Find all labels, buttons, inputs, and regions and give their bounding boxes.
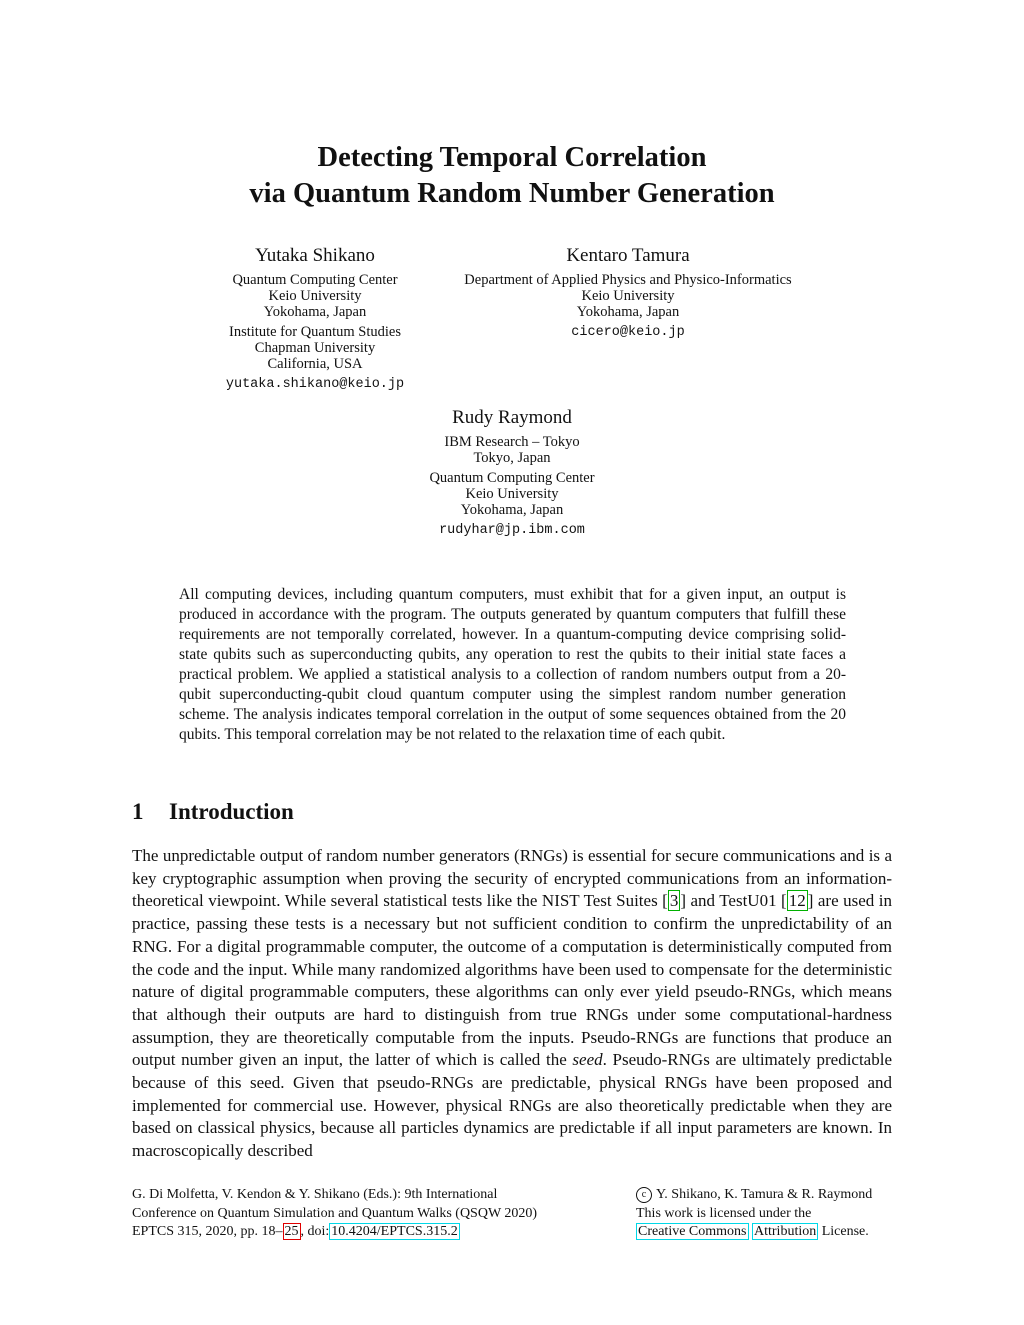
affiliation bbox=[210, 324, 420, 372]
footer-text: License. bbox=[821, 1224, 869, 1239]
affiliation-line: Quantum Computing Center bbox=[232, 272, 398, 288]
footer-publication-info bbox=[132, 1186, 537, 1242]
intro-text: The unpredictable output of random number generators (RNGs) is essential for secure communications and is a key cryptographic assumption when proving the security of encrypted communications from an information-theoretical viewpoint. While several statistical tests like the NIST Test Suites [ bbox=[132, 846, 892, 911]
affiliation-line: Yokohama, Japan bbox=[263, 304, 367, 320]
footer-text: , doi: bbox=[300, 1224, 330, 1239]
title-line-1: Detecting Temporal Correlation bbox=[317, 142, 707, 173]
affiliation bbox=[400, 470, 624, 518]
intro-text: ] are used in practice, passing these tests is a necessary but not sufficient condition to confirm the unpredictability of an RNG. For a digital programmable computer, the outcome of a computation is deterministically computed from the code and the input. While many randomized algorithms have been used to compensate for the deterministic nature of digital programmable computers, these algorithms can only ever yield pseudo-RNGs, which means that although their outputs are hard to distinguish from true RNGs under some computational-hardness assumption, they are theoretically computable from the inputs. Pseudo-RNGs are functions that produce an output number given an input, the latter of which is called the bbox=[132, 891, 892, 1070]
affiliation-line: Chapman University bbox=[254, 340, 376, 356]
affiliation bbox=[400, 434, 624, 466]
intro-text: ] and TestU01 [ bbox=[680, 891, 787, 911]
affiliation-line: Institute for Quantum Studies bbox=[229, 324, 401, 340]
affiliation-line: Keio University bbox=[581, 288, 675, 304]
footer-text: EPTCS 315, 2020, pp. 18– bbox=[132, 1224, 283, 1239]
affiliation-line: Tokyo, Japan bbox=[473, 450, 551, 466]
citation-link[interactable]: 3 bbox=[669, 891, 679, 911]
affiliation-line: Department of Applied Physics and Physico-Informatics bbox=[464, 272, 792, 288]
paper-title bbox=[0, 140, 1024, 212]
author-email: rudyhar@jp.ibm.com bbox=[439, 523, 585, 538]
section-heading bbox=[132, 798, 294, 826]
copyright-holders: Y. Shikano, K. Tamura & R. Raymond bbox=[656, 1187, 873, 1202]
footer-line: Conference on Quantum Simulation and Quantum Walks (QSQW 2020) bbox=[132, 1205, 538, 1221]
title-line-2: via Quantum Random Number Generation bbox=[249, 178, 775, 209]
attribution-link[interactable]: Attribution bbox=[754, 1224, 817, 1239]
footer-line bbox=[636, 1223, 872, 1242]
abstract: All computing devices, including quantum computers, must exhibit that for a given input, an output is produced in accordance with the program. The outputs generated by quantum computers that fulfill these requirements are not temporally correlated, however. In a quantum-computing device comprising solid-state qubits such as superconducting qubits, any operation to rest the qubits to their initial state faces a practical problem. We applied a statistical analysis to a collection of random numbers output from a 20-qubit superconducting-qubit cloud quantum computer using the simplest random number generation scheme. The analysis indicates temporal correlation in the output of some sequences obtained from the 20 qubits. This temporal correlation may be not related to the relaxation time of each qubit. bbox=[179, 586, 846, 743]
introduction-paragraph bbox=[132, 845, 892, 1163]
intro-text: . Pseudo-RNGs are ultimately predictable because of this seed. Given that pseudo-RNGs are predictable, physical RNGs have been proposed and implemented for commercial use. However, physical RNGs are also theoretically predictable when they are based on classical physics, because all particles dynamics are predictable if all input parameters are known. In macroscopically described bbox=[132, 1050, 892, 1161]
author-name: Yutaka Shikano bbox=[255, 245, 375, 266]
author-shikano bbox=[210, 244, 420, 394]
citation-link[interactable]: 12 bbox=[788, 891, 806, 911]
section-number: 1 bbox=[132, 799, 144, 824]
footer-line: This work is licensed under the bbox=[636, 1205, 812, 1221]
affiliation bbox=[440, 272, 816, 320]
creative-commons-link[interactable]: Creative Commons bbox=[638, 1224, 747, 1239]
doi-link[interactable]: 10.4204/EPTCS.315.2 bbox=[331, 1224, 458, 1239]
footer-line bbox=[132, 1223, 537, 1242]
author-email: cicero@keio.jp bbox=[571, 325, 685, 340]
affiliation-line: Quantum Computing Center bbox=[429, 470, 595, 486]
footer-line: G. Di Molfetta, V. Kendon & Y. Shikano (Eds.): 9th International bbox=[132, 1187, 498, 1202]
affiliation-line: Keio University bbox=[465, 486, 559, 502]
affiliation-line: California, USA bbox=[267, 356, 363, 372]
affiliation bbox=[210, 272, 420, 320]
affiliation-line: Yokohama, Japan bbox=[460, 502, 564, 518]
emphasis-seed: seed bbox=[572, 1050, 603, 1070]
affiliation-line: Keio University bbox=[268, 288, 362, 304]
author-name: Kentaro Tamura bbox=[566, 245, 690, 266]
copyright-icon: c bbox=[636, 1187, 652, 1203]
footer-line bbox=[636, 1186, 872, 1205]
footer-license-info bbox=[636, 1186, 872, 1242]
author-name: Rudy Raymond bbox=[452, 407, 572, 428]
last-page-link[interactable]: 25 bbox=[284, 1224, 299, 1239]
section-title: Introduction bbox=[169, 799, 294, 824]
author-tamura bbox=[440, 244, 816, 342]
affiliation-line: IBM Research – Tokyo bbox=[444, 434, 580, 450]
author-email: yutaka.shikano@keio.jp bbox=[225, 377, 405, 392]
affiliation-line: Yokohama, Japan bbox=[576, 304, 680, 320]
author-raymond bbox=[400, 406, 624, 540]
